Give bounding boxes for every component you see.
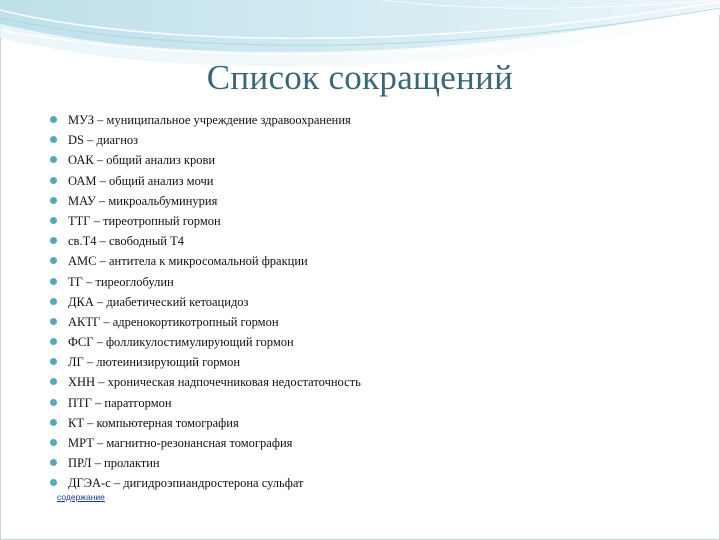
list-item-text: ОАМ – общий анализ мочи bbox=[68, 173, 214, 188]
list-item bbox=[46, 433, 361, 453]
list-item bbox=[46, 191, 361, 211]
list-item-text: ХНН – хроническая надпочечниковая недостаточность bbox=[68, 375, 361, 390]
bullet-dot-icon bbox=[50, 136, 57, 143]
list-item bbox=[46, 352, 361, 372]
list-item bbox=[46, 312, 361, 332]
list-item-text: ДГЭА-с – дигидроэпиандростерона сульфат bbox=[68, 476, 304, 491]
list-item-text: ПТГ – паратгормон bbox=[68, 395, 172, 410]
list-item bbox=[46, 211, 361, 231]
bullet-dot-icon bbox=[50, 399, 57, 406]
list-item-text: ЛГ – лютеинизирующий гормон bbox=[68, 355, 241, 370]
bullet-dot-icon bbox=[50, 257, 57, 264]
list-item bbox=[46, 372, 361, 392]
bullet-dot-icon bbox=[50, 217, 57, 224]
bullet-dot-icon bbox=[50, 197, 57, 204]
bullet-dot-icon bbox=[50, 177, 57, 184]
list-item-text: ФСГ – фолликулостимулирующий гормон bbox=[68, 335, 294, 350]
list-item bbox=[46, 393, 361, 413]
bullet-dot-icon bbox=[50, 156, 57, 163]
list-item bbox=[46, 231, 361, 251]
bullet-dot-icon bbox=[50, 459, 57, 466]
list-item bbox=[46, 413, 361, 433]
list-item-text: DS – диагноз bbox=[68, 133, 139, 148]
bullet-dot-icon bbox=[50, 237, 57, 244]
list-item-text: МАУ – микроальбуминурия bbox=[68, 193, 218, 208]
list-item-text: МРТ – магнитно-резонансная томография bbox=[68, 436, 293, 450]
bullet-dot-icon bbox=[50, 298, 57, 305]
list-item bbox=[46, 251, 361, 271]
bullet-dot-icon bbox=[50, 479, 57, 486]
list-item-text: ТТГ – тиреотропный гормон bbox=[68, 213, 221, 228]
list-item-text: АМС – антитела к микросомальной фракции bbox=[68, 254, 308, 269]
list-item-text: КТ – компьютерная томография bbox=[68, 415, 239, 430]
bullet-dot-icon bbox=[50, 278, 57, 285]
list-item bbox=[46, 110, 361, 130]
bullet-dot-icon bbox=[50, 116, 57, 123]
list-item bbox=[46, 272, 361, 292]
list-item bbox=[46, 332, 361, 352]
bullet-dot-icon bbox=[50, 338, 57, 345]
list-item-text: ПРЛ – пролактин bbox=[68, 456, 160, 471]
list-item bbox=[46, 130, 361, 150]
list-item-text: АКТГ – адренокортикотропный гормон bbox=[68, 314, 279, 329]
bullet-dot-icon bbox=[50, 318, 57, 325]
bullet-dot-icon bbox=[50, 378, 57, 385]
list-item bbox=[46, 453, 361, 473]
list-item bbox=[46, 171, 361, 191]
contents-link[interactable]: содержание bbox=[57, 492, 105, 502]
list-item bbox=[46, 473, 361, 493]
bullet-dot-icon bbox=[50, 439, 57, 446]
list-item-text: ОАК – общий анализ крови bbox=[68, 153, 216, 168]
bullet-dot-icon bbox=[50, 419, 57, 426]
list-item-text: МУЗ – муниципальное учреждение здравоохранения bbox=[68, 113, 351, 127]
bullet-dot-icon bbox=[50, 358, 57, 365]
list-item bbox=[46, 292, 361, 312]
list-item-text: ТГ – тиреоглобулин bbox=[68, 274, 174, 289]
abbreviation-list bbox=[46, 110, 361, 494]
list-item-text: св.Т4 – свободный Т4 bbox=[68, 234, 184, 249]
list-item bbox=[46, 150, 361, 170]
list-item-text: ДКА – диабетический кетоацидоз bbox=[68, 294, 249, 309]
slide-title: Список сокращений bbox=[206, 58, 514, 97]
